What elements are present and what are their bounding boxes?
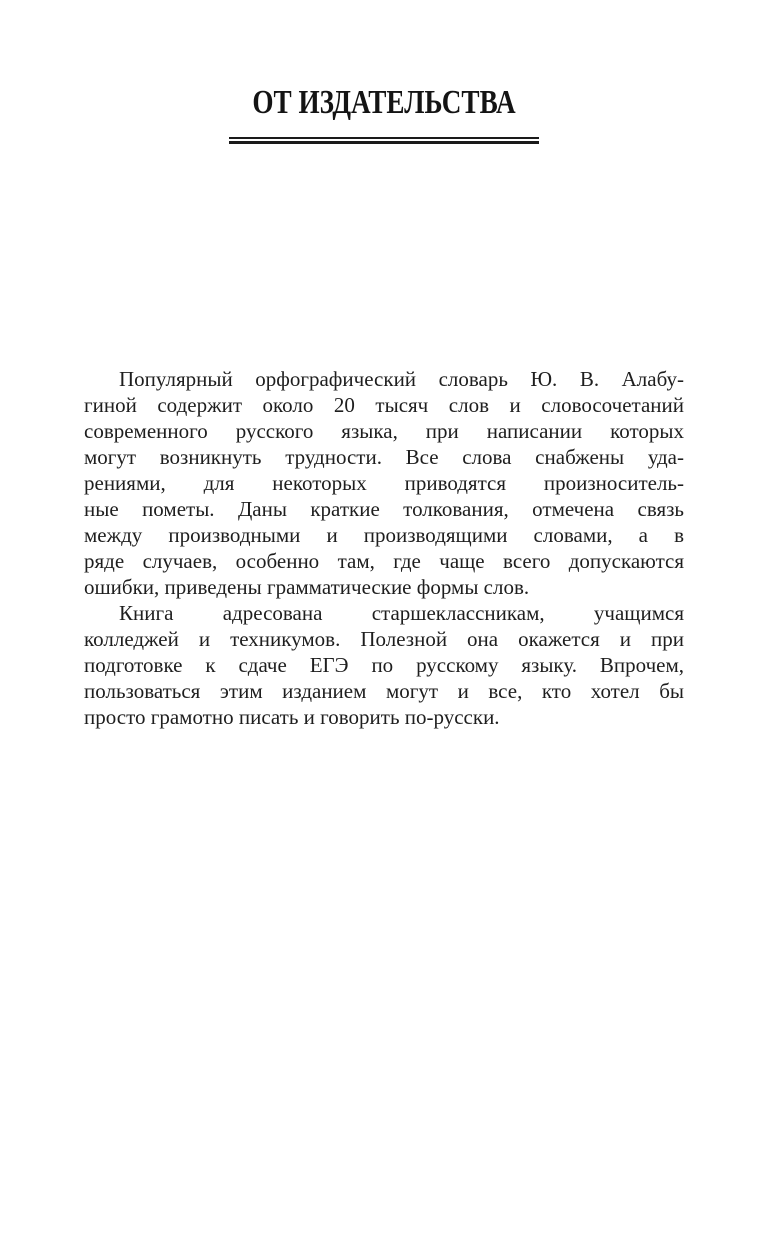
text-line: Книга адресована старшеклассникам, учащимся	[119, 601, 684, 625]
text-line: пользоваться этим изданием могут и все, кто хотел бы	[84, 679, 684, 703]
text-line: рениями, для некоторых приводятся произноситель-	[84, 471, 684, 495]
body-text	[84, 366, 684, 730]
page-title: ОТ ИЗДАТЕЛЬСТВА	[252, 84, 516, 121]
text-line: подготовке к сдаче ЕГЭ по русскому языку. Впрочем,	[84, 653, 684, 677]
text-line: колледжей и техникумов. Полезной она окажется и при	[84, 627, 684, 651]
text-line: ряде случаев, особенно там, где чаще всего допускаются	[84, 549, 684, 573]
text-line: Популярный орфографический словарь Ю. В. Алабу-	[119, 367, 684, 391]
text-line: гиной содержит около 20 тысяч слов и словосочетаний	[84, 393, 684, 417]
page-header	[84, 86, 684, 144]
text-line: ные пометы. Даны краткие толкования, отмечена связь	[84, 497, 684, 521]
title-rule	[229, 137, 539, 144]
text-line: ошибки, приведены грамматические формы слов.	[84, 575, 530, 599]
text-line: современного русского языка, при написании которых	[84, 419, 684, 443]
text-line: могут возникнуть трудности. Все слова снабжены уда-	[84, 445, 684, 469]
paragraph	[84, 600, 684, 730]
text-line: просто грамотно писать и говорить по-русски.	[84, 705, 500, 729]
paragraph	[84, 366, 684, 600]
text-line: между производными и производящими словами, а в	[84, 523, 684, 547]
